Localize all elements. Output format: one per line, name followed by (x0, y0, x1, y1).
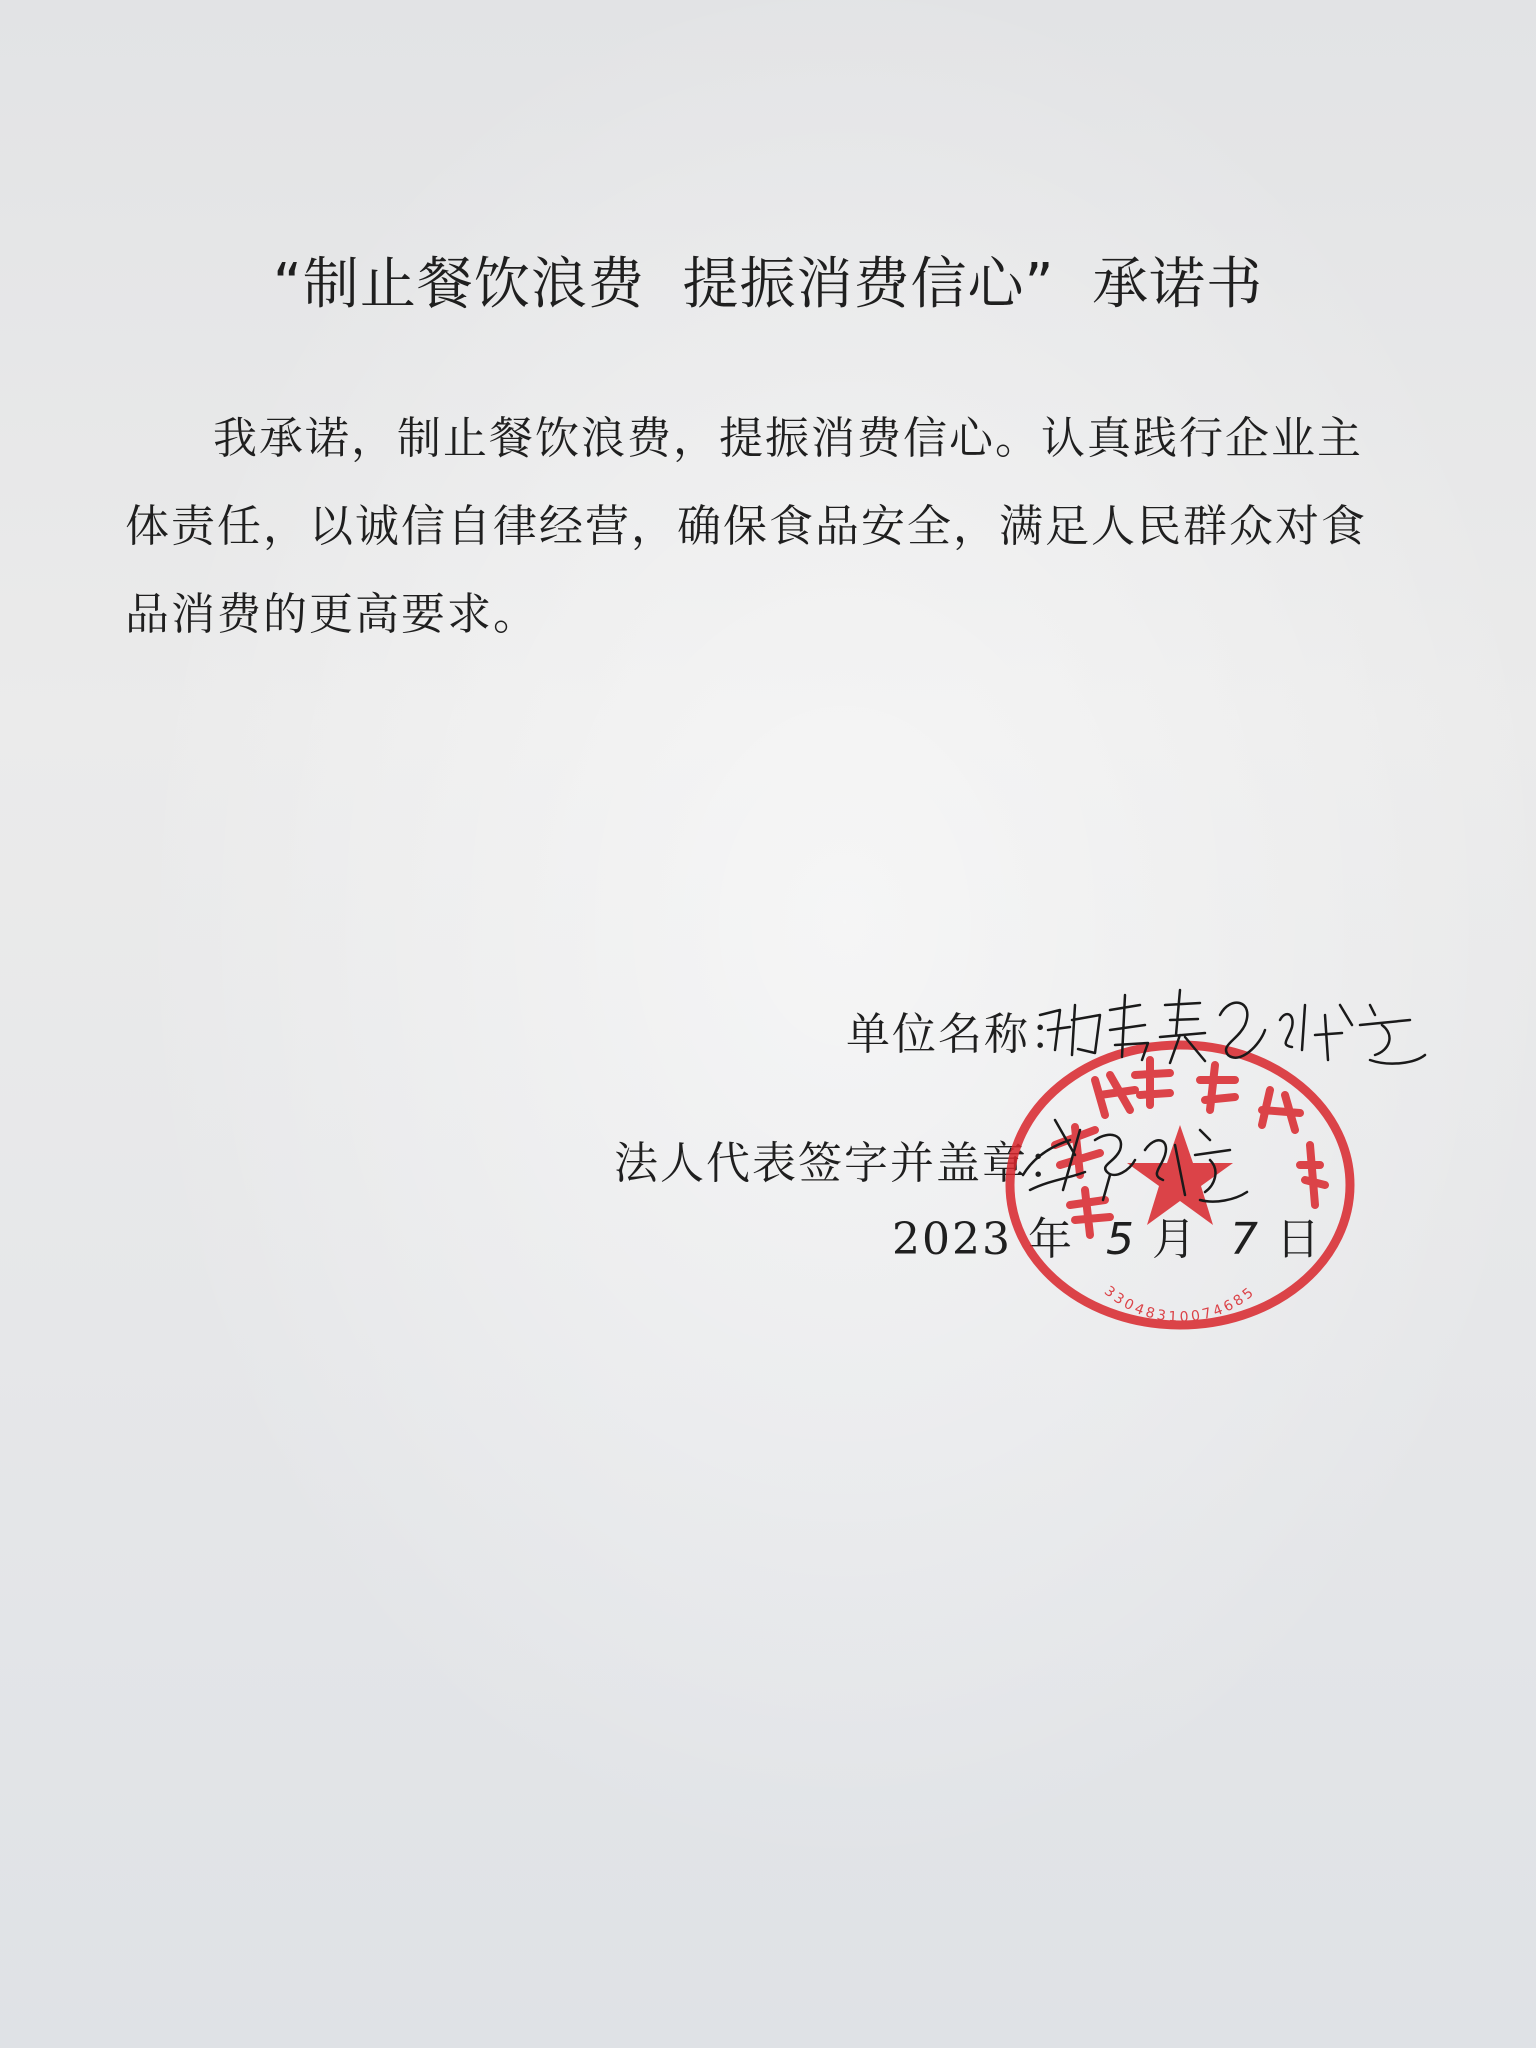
date-year-unit: 年 (1027, 1214, 1074, 1265)
unit-name-label: 单位名称： (846, 1009, 1076, 1060)
seal-number: 3304831007468​5 (1101, 1283, 1259, 1326)
seal-star-icon (1127, 1125, 1233, 1225)
document-title: “制止餐饮浪费 提振消费信心” 承诺书 (272, 252, 1264, 317)
date-day-unit: 日 (1275, 1214, 1322, 1265)
date-month: 5 (1105, 1214, 1136, 1265)
date-year: 2023 (892, 1214, 1012, 1265)
date-day: 7 (1229, 1214, 1260, 1265)
representative-label: 法人代表签字并盖章： (614, 1138, 1074, 1189)
official-seal (1000, 1035, 1360, 1335)
date-month-unit: 月 (1151, 1214, 1198, 1265)
commitment-body: 我承诺，制止餐饮浪费，提振消费信心。认真践行企业主体责任，以诚信自律经营，确保食品安全，满足人民群众对食品消费的更高要求。 (125, 413, 1367, 640)
